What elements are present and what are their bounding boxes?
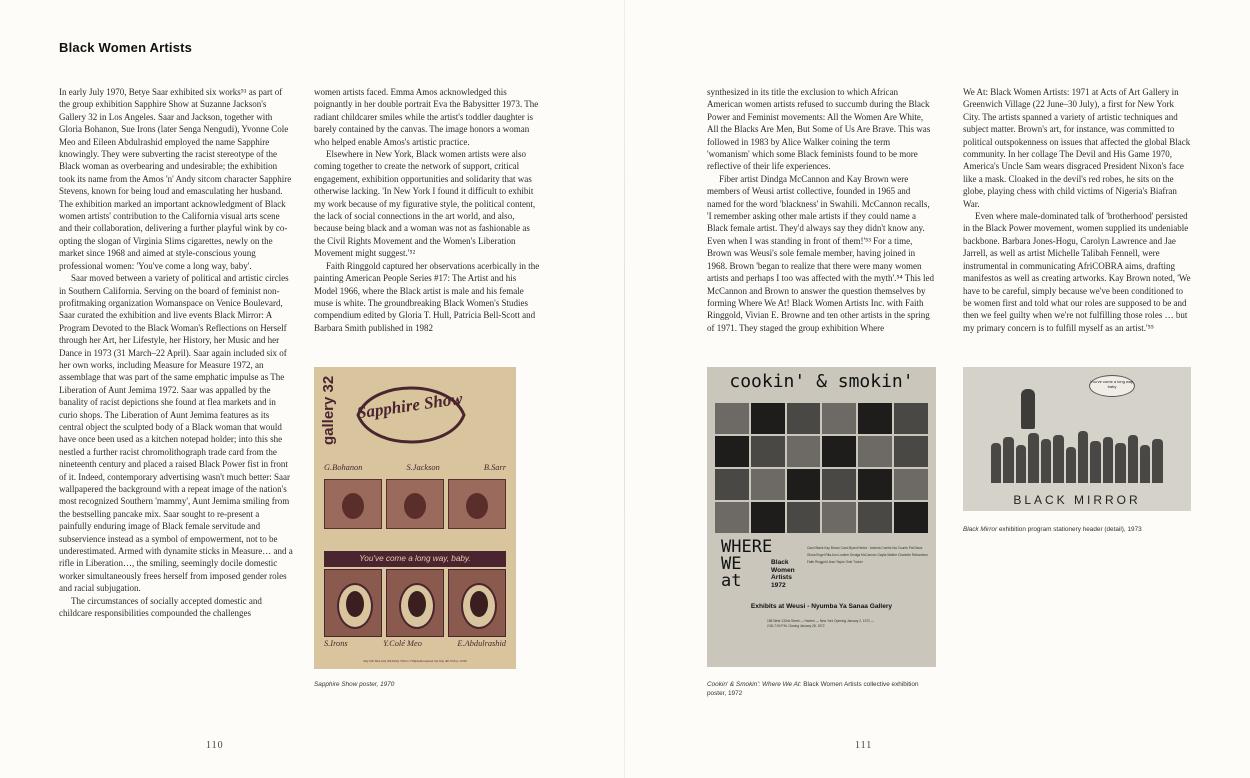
artist-list: Carol Blank Kay Brown Carol Byard Nedra · Antonia Combs Ida Counts Pat Davis Gloria Engel Rita Ann Lumber Dindga McCannon Gaylia Walker Charlotte Richardson Faith Ringgold Jean Taylor Onie Tucker: [807, 546, 928, 564]
artwork-photo: [324, 479, 382, 529]
where-we-at-block: [721, 539, 772, 590]
paragraph: Faith Ringgold captured her observations acerbically in the painting American People Series #17: The Artist and his Model 1966, where the Black artist is male and his female muse is white. The groundbreaking Black Women's Studies compendium edited by Gloria T. Hull, Patricia Bell-Scott and Barbara Smith published in 1982: [314, 260, 540, 333]
paragraph: The circumstances of socially accepted domestic and childcare responsibilities compounded the challenges: [59, 595, 262, 619]
paragraph: Elsewhere in New York, Black women artists were also coming together to create the network of support, critical engagement, exhibition opportunities and solidarity that was otherwise lacking. 'In New York I found it difficult to exhibit my work because of my figurative style, the political content, the lack of social connections in the art world, and also, because being black and a woman was not as fashionable as the Civil Rights Movement and the Women's Liberation Movement might suggest.'⁵²: [314, 149, 536, 259]
artist-portrait: [386, 569, 444, 637]
artist-name: Y.Colé Meo: [383, 639, 422, 648]
caption-title: Cookin' & Smokin': Where We At:: [707, 681, 802, 688]
sapphire-caption: [314, 680, 524, 689]
text-column-2: [314, 86, 542, 334]
logo-text: Sapphire Show: [355, 388, 464, 423]
caption-text: exhibition program stationery header (detail), 1973: [997, 526, 1142, 533]
paragraph: Fiber artist Dindga McCannon and Kay Brown were members of Weusi artist collective, founded in 1965 and named for the word 'blackness' in Swahili. McCannon recalls, 'I remember asking other male artists if they could name a Black female artist. They'd always say they didn't know any. Even when I was standing in front of them!'⁵³ For a time, Brown was Weusi's sole female member, having joined in 1968. Brown 'began to realize that there were many women artists and perhaps I too was affected with the myth'.⁵⁴ This led McCannon and Brown to answer the question themselves by forming Where We At! Black Women Artists Inc. with Faith Ringgold, Vivian E. Browne and ten other artists in the spring of 1971. They staged the group exhibition Where: [707, 173, 935, 333]
figures-band: [991, 429, 1163, 483]
poster-subtitle: Black Women Artists 1972: [771, 559, 795, 589]
cookin-caption: [707, 680, 932, 698]
caption-title: Black Mirror: [963, 526, 998, 533]
paragraph: We At: Black Women Artists: 1971 at Acts of Art Gallery in Greenwich Village (22 June–30 July), a first for New York City. The artists spanned a variety of artistic techniques and subject matter. Brown's art, for instance, was committed to political outspokenness on issues that affected the global Black community. In her collage The Devil and His Game 1970, America's Uncle Sam wears disgraced President Nixon's face like a mask. Cloaked in the devil's red robes, he sits on the globe, playing chess with child victims of Nigeria's Biafran War.: [963, 87, 1191, 209]
paragraph: synthesized in its title the exclusion to which African American women artists refused to succumb during the Black Power and Feminist movements: All the Women Are White, All the Blacks Are Men, But Some of Us Are Brave. This was followed in 1983 by Alice Walker coining the term 'womanism' which some Black feminists found to be more reflective of their life experiences.: [707, 87, 931, 172]
text-column-4: [963, 86, 1191, 334]
cookin-smokin-poster: [707, 367, 936, 667]
artist-name: E.Abdulrashid: [457, 639, 506, 648]
names-top-row: [324, 463, 506, 472]
artist-name: G.Bohanon: [324, 463, 363, 472]
artist-portrait: [324, 569, 382, 637]
paragraph: Saar moved between a variety of political and artistic circles in Southern California. Serving on the board of feminist non-profitmaking organization Womanspace on Venice Boulevard, Saar curated the exhibition and live events Black Mirror: A Program Devoted to the Black Woman's Reflections on Herself through her Art, her Lifestyle, her History, her Music and her Dance in 1973 (31 March–22 April). Saar again included six of her own works, including Measure for Measure 1972, an assemblage that was part of the same emphatic impulse as The Liberation of Aunt Jemima 1972. Saar was appalled by the banality of racist depictions she found at flea markets and in curio shops. The Liberation of Aunt Jemima features as its central object the sculpted body of a Black woman that would have once been used as a kitchen notepad holder; into this she nestled a further racist chromolithograph trade card from the nineteenth century and placed a raised Black Power fist in front of it. Indeed, contemporary advertising wasn't much better: Saar wallpapered the background with a repeat image of the nation's most recognized Southern 'mammy', Aunt Jemima smiling from the bestselling pancake mix. Saar sought to re-present a painfully enduring image of Black female servitude and subservience instead as a symbol of empowerment, not to be underestimated. Armed with dynamite sticks in Measure… and a rifle in Liberation…, the smiling, seemingly docile domestic worker simultaneously frees herself from imposed gender roles and racial subjugation.: [59, 273, 293, 594]
artist-name: S.Jackson: [406, 463, 440, 472]
artist-name: B.Sarr: [483, 463, 506, 472]
sapphire-logo: [352, 375, 470, 455]
poster-footer: July 6th Thru July 8th Daily 3:00 to 7:00pm Reception Sat July 4th 3:00 to 10:00: [363, 659, 467, 663]
speech-bubble: You've come a long way, baby: [1089, 375, 1135, 397]
venue-line: Exhibits at Weusi - Nyumba Ya Sanaa Gallery: [750, 603, 893, 610]
where-word: WHERE: [721, 537, 773, 557]
mirror-title: BLACK MIRROR: [1013, 493, 1141, 507]
photo-row-top: [324, 479, 506, 529]
artwork-photo: [448, 479, 506, 529]
chapter-heading: Black Women Artists: [59, 40, 193, 55]
sapphire-show-poster: [314, 367, 516, 669]
photo-grid: [715, 403, 928, 533]
artwork-photo: [386, 479, 444, 529]
black-mirror-header: [963, 367, 1191, 511]
portrait-row: [324, 569, 506, 637]
poster-side-title: gallery 32: [320, 375, 337, 445]
paragraph: Even where male-dominated talk of 'brotherhood' persisted in the Black Power movement, women supplied its undeniable backbone. Barbara Jones-Hogu, Carolyn Lawrence and Jae Jarrell, as well as artist Michelle Talibah Fennell, were instrumental in communicating AfriCOBRA aims, drafting manifestos as well as creating artworks. Kay Brown noted, 'We have to be careful, simply because we've been conditioned to be women first and told what our roles are supposed to be and then we feel guilty when we're not fulfilling those roles … but my primary concern is to fulfill myself as an artist.'⁵⁵: [963, 211, 1191, 333]
mirror-caption: [963, 525, 1163, 534]
poster-small-print: 158 West 132nd Street — Harlem — New York Opening January 2, 1972 — 2:00-7:00 P.M. Closing January 28, 1972: [767, 619, 874, 628]
caption-text: Sapphire Show poster, 1970: [314, 681, 395, 688]
paragraph: In early July 1970, Betye Saar exhibited six works⁵¹ as part of the group exhibition Sapphire Show at Suzanne Jackson's Gallery 32 in Los Angeles. Saar and Jackson, together with Gloria Bohanon, Sue Irons (later Senga Nengudi), Yvonne Cole Meo and Eileen Abdulrashid employed the name Sapphire knowingly. They were subverting the racist stereotype of the Black woman as overbearing and undesirable; the exhibition took its name from the Amos 'n' Andy sitcom character Sapphire Stevens, known for being loud and emasculating her husband. The exhibition marked an important acknowledgment of Black women artists' contribution to the California visual arts scene and their collaboration, delivering a further playful wink by co-opting the slogan of Virginia Slims cigarettes, newly on the market since 1968 and aimed at style-conscious young professional women: 'You've come a long way, baby'.: [59, 87, 292, 271]
artist-portrait: [448, 569, 506, 637]
text-column-1: [59, 86, 293, 619]
artist-name: S.Irons: [324, 639, 348, 648]
text-column-3: [707, 86, 935, 334]
poster-slogan: You've come a long way, baby.: [324, 551, 506, 567]
names-bottom-row: [324, 639, 506, 648]
caption-text: Black Women Artists collective exhibition poster, 1972: [707, 681, 919, 697]
paragraph: women artists faced. Emma Amos acknowledged this poignantly in her double portrait Eva the Babysitter 1973. The radiant childcarer smiles while the artist's toddler daughter is barely contained by the canvas. The image honors a woman who helped enable Amos's artistic practice.: [314, 87, 539, 147]
page-number-right: 111: [855, 740, 873, 751]
we-word: WE: [721, 554, 742, 574]
right-page: [625, 0, 1250, 778]
page-number-left: 110: [206, 740, 224, 751]
poster-title: cookin' & smokin': [729, 371, 914, 392]
at-word: at: [721, 571, 742, 591]
standing-figure: [1021, 389, 1035, 429]
